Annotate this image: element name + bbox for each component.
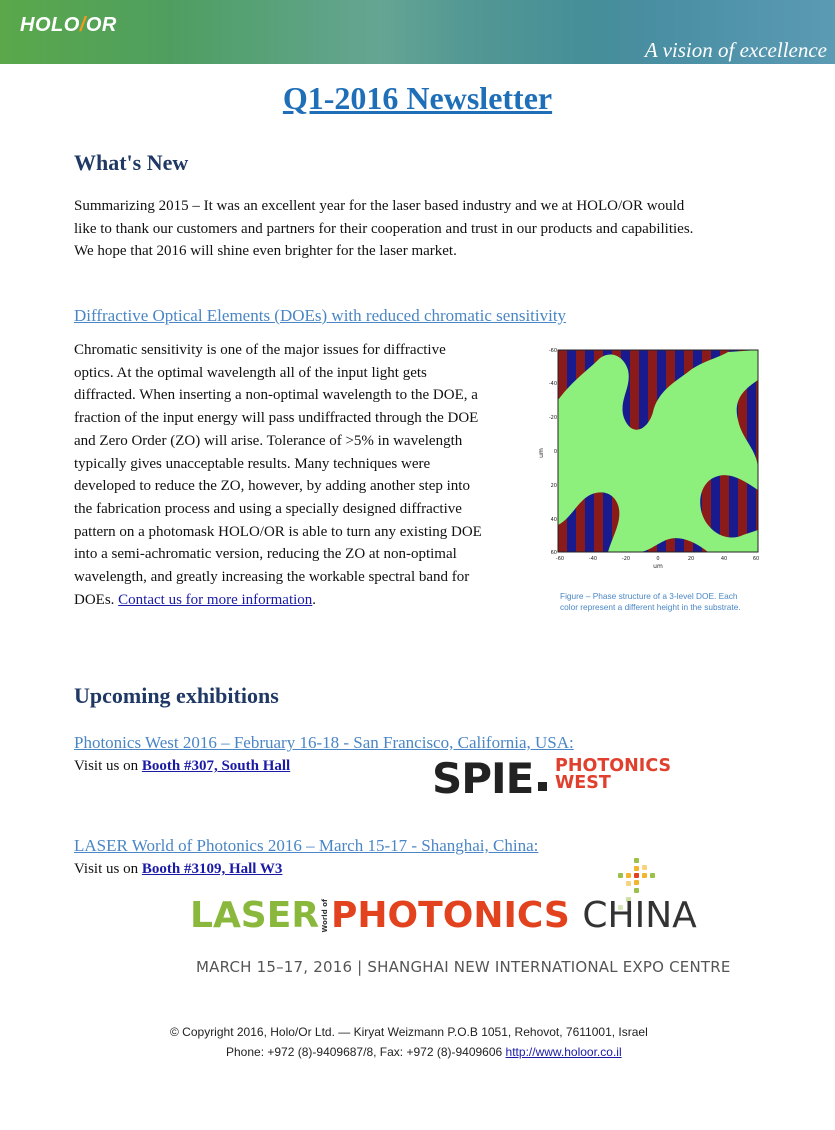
y-tick-label: -20 [548,415,557,421]
banner-highlight [170,0,590,64]
footer-copyright: © Copyright 2016, Holo/Or Ltd. — Kiryat Weizmann P.O.B 1051, Rehovot, 7611001, Israel [170,1025,648,1039]
event1-booth-link[interactable]: Booth #307, South Hall [141,758,291,774]
whats-new-line: Summarizing 2015 – It was an excellent year for the laser based industry and we at HOLO/OR would [74,198,685,214]
doe-line: wavelength, and greatly increasing the workable spectral band for [74,569,470,586]
logo-slash: / [79,14,86,36]
doe-line: typically gives unacceptable results. Many techniques were [74,455,431,472]
x-tick-label: 60 [752,556,760,562]
figure-caption [560,591,775,613]
event2-visit [74,861,282,878]
y-tick-label: 20 [550,483,557,489]
logo-laser-text: LASER [190,895,320,936]
doe-phase-plot [528,340,768,590]
doe-line: the fabrication process and using a specially designed diffractive [74,500,462,517]
whats-new-line: like to thank our customers and partners for their cooperation and trust in our products and capabilities. [74,220,694,237]
doe-last-prefix: DOEs. [74,591,119,608]
y-tick-label: -60 [548,348,557,354]
logo-text-left: HOLO [20,14,80,36]
exhibitions-heading: Upcoming exhibitions [74,683,279,708]
footer-website-link[interactable]: http://www.holoor.co.il [505,1045,622,1059]
x-tick-label: 20 [687,556,695,562]
event2-booth-link[interactable]: Booth #3109, Hall W3 [141,861,283,877]
figure-caption-line: Figure – Phase structure of a 3-level DOE. Each [560,591,738,601]
logo-china-text: CHINA [582,895,697,936]
doe-line: diffracted. When inserting a non-optimal wavelength to the DOE, a [74,387,478,404]
doe-line: Chromatic sensitivity is one of the major issues for diffractive [74,342,446,358]
doe-paragraph [74,339,534,611]
x-tick-label: -40 [588,556,598,562]
event2-title-link[interactable]: LASER World of Photonics 2016 – March 15-17 - Shanghai, China: [74,836,539,855]
newsletter-title: Q1-2016 Newsletter [282,80,553,116]
y-tick-label: 0 [553,449,557,455]
spie-photonics-west [555,758,671,792]
spie-west-text: WEST [555,773,611,793]
y-tick-label: 40 [550,517,557,523]
doe-heading-link[interactable]: Diffractive Optical Elements (DOEs) with reduced chromatic sensitivity [74,306,567,325]
y-tick-label: -40 [548,381,557,387]
logo-photonics-text: PHOTONICS [331,895,570,936]
header-banner [0,0,835,64]
figure-caption-line: color represent a different height in the substrate. [560,602,741,612]
holoor-logo [20,14,117,37]
spie-logo: SPIE [432,754,534,803]
doe-figure [528,340,768,590]
x-tick-label: -20 [621,556,631,562]
logo-text-right: OR [85,14,117,36]
contact-us-link[interactable]: Contact us for more information [118,591,313,608]
doe-line: into a semi-achromatic version, reducing the ZO at non-optimal [74,546,457,563]
spie-logo-dot [538,782,547,791]
doe-line: fraction of the input energy will pass undiffracted through the DOE [74,410,479,427]
visit-text: Visit us on [74,758,142,774]
visit-text: Visit us on [74,861,142,877]
y-axis-label: um [538,448,545,458]
doe-line: and Zero Order (ZO) will arise. Tolerance of >5% in wavelength [74,432,463,449]
event1-visit [74,758,290,775]
whats-new-text [74,195,774,263]
tagline: A vision of excellence [644,38,827,62]
y-tick-label: 60 [550,550,557,556]
x-tick-label: -60 [555,556,565,562]
laser-photonics-china-logo [190,895,697,945]
footer-contact [226,1045,622,1059]
doe-line: pattern on a photomask HOLO/OR is able to turn any existing DOE [74,523,482,540]
x-tick-label: 40 [720,556,728,562]
x-tick-label: 0 [656,556,660,562]
whats-new-heading: What's New [74,150,189,175]
doe-line-last [74,589,534,612]
doe-last-suffix: . [312,591,317,608]
doe-line: developed to reduce the ZO, however, by adding another step into [74,478,470,495]
x-axis-label: um [653,563,663,570]
logo-world-of-text: World of [321,899,330,933]
doe-line: optics. At the optimal wavelength all of the input light gets [74,364,427,381]
spie-photonics-text: PHOTONICS [555,756,672,776]
whats-new-line: We hope that 2016 will shine even brighter for the laser market. [74,243,457,260]
laser-logo-dates: MARCH 15–17, 2016 | SHANGHAI NEW INTERNATIONAL EXPO CENTRE [196,958,731,976]
event1-title-link[interactable]: Photonics West 2016 – February 16-18 - San Francisco, California, USA: [74,733,574,752]
footer-phone: Phone: +972 (8)-9409687/8, Fax: +972 (8)-9409606 [226,1045,506,1059]
